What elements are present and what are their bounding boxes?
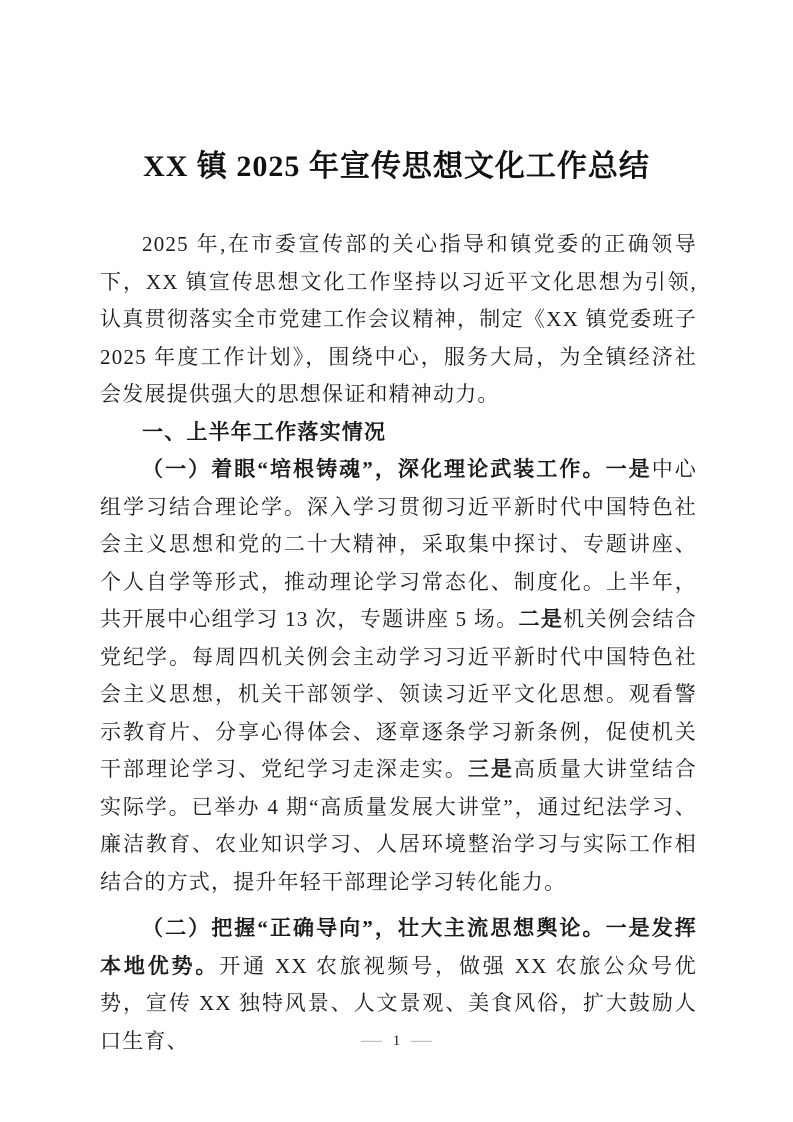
text-run: 2025 年,在市委宣传部的关心指导和镇党委的正确领导下，XX 镇宣传思想文化工作坚持以习近平文化思想为引领,认真贯彻落实全市党建工作会议精神，制定《XX 镇党委班子 2025 年度工作计划》，围绕中心，服务大局，为全镇经济社会发展提供强大的思想保证和精神动力。 [100, 232, 697, 406]
footer-dash-left: — [360, 1033, 382, 1049]
footer-dash-right: — [411, 1033, 433, 1049]
page-footer [0, 1033, 793, 1050]
document-title: XX 镇 2025 年宣传思想文化工作总结 [143, 150, 650, 183]
text-run: （一）着眼“培根铸魂”，深化理论武装工作。 [142, 457, 606, 481]
text-run: （二）把握“正确导向”，壮大主流思想舆论。一是发挥本地优势。 [100, 916, 697, 978]
text-run: 中心组学习结合理论学。深入学习贯彻习近平新时代中国特色社会主义思想和党的二十大精神，采取集中探讨、专题讲座、个人自学等形式，推动理论学习常态化、制度化。上半年，共开展中心组学习 13 次，专题讲座 5 场。 [100, 457, 697, 631]
text-run: 高质量大讲堂结合实际学。已举办 4 期“高质量发展大讲堂”，通过纪法学习、廉洁教育、农业知识学习、人居环境整治学习与实际工作相结合的方式，提升年轻干部理论学习转化能力。 [100, 757, 697, 894]
paragraph [100, 451, 697, 901]
document-body [100, 226, 697, 1060]
text-run: 开通 XX 农旅视频号，做强 XX 农旅公众号优势，宣传 XX 独特风景、人文景观、美食风俗，扩大鼓励人口生育、 [100, 953, 698, 1053]
text-run: 二是 [518, 607, 564, 631]
page-number: 1 [392, 1033, 401, 1049]
text-run: 一是 [605, 457, 652, 481]
section-heading [100, 414, 697, 452]
paragraph [100, 226, 697, 414]
text-run: 一、上半年工作落实情况 [142, 419, 387, 444]
text-run: 三是 [467, 757, 514, 781]
text-run: 机关例会结合党纪学。每周四机关例会主动学习习近平新时代中国特色社会主义思想，机关干部领学、领读习近平文化思想。观看警示教育片、分享心得体会、逐章逐条学习新条例，促使机关干部理论学习、党纪学习走深走实。 [100, 607, 697, 781]
